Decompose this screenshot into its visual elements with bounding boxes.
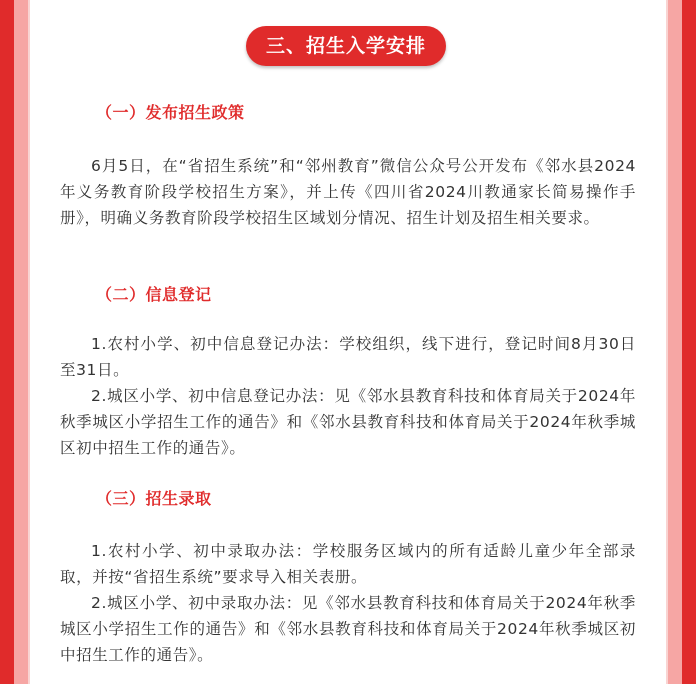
subsection-heading-registration: （二）信息登记 [96,285,212,304]
paragraph-registration-rural: 1.农村小学、初中信息登记办法：学校组织，线下进行，登记时间8月30日至31日。 [60,335,636,379]
subsection-heading-policy: （一）发布招生政策 [96,103,245,122]
subsection-heading-admission: （三）招生录取 [96,489,212,508]
paragraph-registration-urban: 2.城区小学、初中信息登记办法：见《邻水县教育科技和体育局关于2024年秋季城区小学招生工作的通告》和《邻水县教育科技和体育局关于2024年秋季城区初中招生工作的通告》。 [60,387,636,457]
right-decorative-border [656,0,696,684]
section-title-badge: 三、招生入学安排 [246,26,446,66]
paragraph-admission-urban: 2.城区小学、初中录取办法：见《邻水县教育科技和体育局关于2024年秋季城区小学招生工作的通告》和《邻水县教育科技和体育局关于2024年秋季城区初中招生工作的通告》。 [60,594,636,664]
right-border-light-stripe [668,0,682,684]
right-border-red-stripe [682,0,696,684]
left-border-red-stripe [0,0,14,684]
paragraph-policy: 6月5日，在“省招生系统”和“邻州教育”微信公众号公开发布《邻水县2024年义务教育阶段学校招生方案》，并上传《四川省2024川教通家长简易操作手册》，明确义务教育阶段学校招生区域划分情况、招生计划及招生相关要求。 [60,157,636,227]
left-border-light-stripe [14,0,28,684]
left-border-pale-stripe [28,0,30,684]
article-content [60,0,636,684]
left-decorative-border [0,0,40,684]
paragraph-admission-rural: 1.农村小学、初中录取办法：学校服务区域内的所有适龄儿童少年全部录取，并按“省招生系统”要求导入相关表册。 [60,542,636,586]
